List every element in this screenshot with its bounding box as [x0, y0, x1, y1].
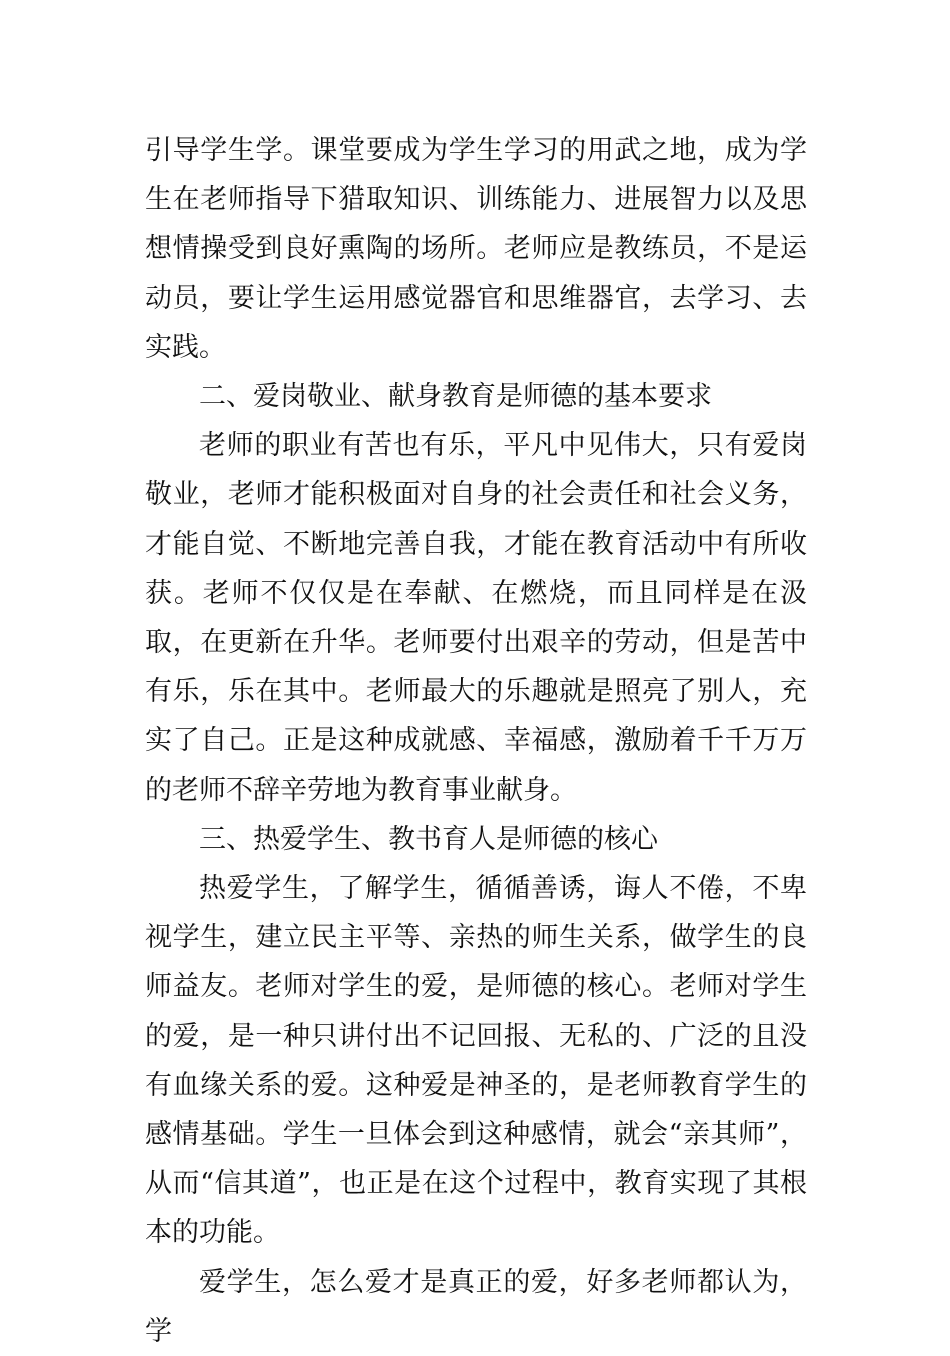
paragraph-2: 老师的职业有苦也有乐，平凡中见伟大，只有爱岗敬业，老师才能积极面对自身的社会责任和社会义务，才能自觉、不断地完善自我，才能在教育活动中有所收获。老师不仅仅是在奉献、在燃烧，而且同样是在汲取，在更新在升华。老师要付出艰辛的劳动，但是苦中有乐，乐在其中。老师最大的乐趣就是照亮了别人，充实了自己。正是这种成就感、幸福感，激励着千千万万的老师不辞辛劳地为教育事业献身。	[145, 430, 807, 806]
paragraph-4: 爱学生，怎么爱才是真正的爱，好多老师都认为，学	[145, 1266, 807, 1347]
paragraph-1: 引导学生学。课堂要成为学生学习的用武之地，成为学生在老师指导下猎取知识、训练能力、进展智力以及思想情操受到良好熏陶的场所。老师应是教练员，不是运动员，要让学生运用感觉器官和思维器官，去学习、去实践。	[145, 135, 807, 363]
section-heading-2: 二、爱岗敬业、献身教育是师德的基本要求	[199, 381, 712, 413]
section-heading-3: 三、热爱学生、教书育人是师德的核心	[199, 823, 658, 855]
paragraph-3: 热爱学生，了解学生，循循善诱，诲人不倦，不卑视学生，建立民主平等、亲热的师生关系，做学生的良师益友。老师对学生的爱，是师德的核心。老师对学生的爱，是一种只讲付出不记回报、无私的、广泛的且没有血缘关系的爱。这种爱是神圣的，是老师教育学生的感情基础。学生一旦体会到这种感情，就会“亲其师”，从而“信其道”，也正是在这个过程中，教育实现了其根本的功能。	[145, 873, 807, 1249]
document-body	[145, 126, 807, 1356]
